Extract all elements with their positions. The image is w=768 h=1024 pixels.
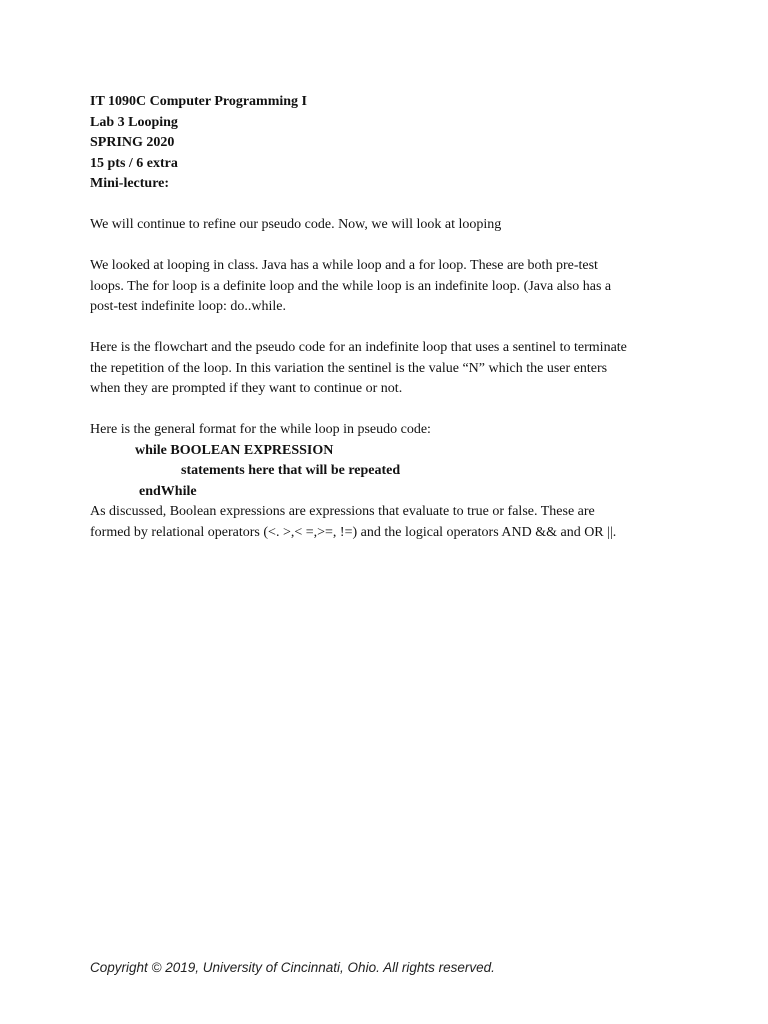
text-line: the repetition of the loop. In this variation the sentinel is the value “N” which the user enters (90, 360, 608, 376)
text-line: loops. The for loop is a definite loop and the while loop is an indefinite loop. (Java also has a (90, 278, 612, 294)
intro-paragraph: We will continue to refine our pseudo code. Now, we will look at looping (90, 217, 502, 232)
pseudo-code-block (90, 441, 680, 503)
loops-paragraph (90, 256, 680, 318)
code-statements-line: statements here that will be repeated (181, 463, 401, 478)
text-line: post-test indefinite loop: do..while. (90, 299, 286, 314)
copyright-footer: Copyright © 2019, University of Cincinnati, Ohio. All rights reserved. (90, 960, 495, 975)
text-line: formed by relational operators (<. >,< =,>=, !=) and the logical operators AND && and OR ||. (90, 524, 617, 540)
course-title: IT 1090C Computer Programming I (90, 94, 307, 109)
boolean-paragraph (90, 502, 680, 543)
code-end-line: endWhile (139, 483, 197, 499)
text-line: Here is the flowchart and the pseudo code for an indefinite loop that uses a sentinel to terminate (90, 340, 627, 355)
document-content (90, 92, 680, 543)
points: 15 pts / 6 extra (90, 155, 178, 171)
text-line: when they are prompted if they want to continue or not. (90, 381, 403, 396)
format-intro: Here is the general format for the while loop in pseudo code: (90, 422, 431, 437)
text-line: As discussed, Boolean expressions are expressions that evaluate to true or false. These are (90, 504, 595, 519)
flowchart-paragraph (90, 338, 680, 400)
text-line: We looked at looping in class. Java has a while loop and a for loop. These are both pre-test (90, 258, 598, 273)
lab-title: Lab 3 Looping (90, 114, 178, 130)
code-while-line: while BOOLEAN EXPRESSION (135, 442, 334, 458)
term: SPRING 2020 (90, 135, 175, 150)
section-heading: Mini-lecture: (90, 176, 170, 191)
